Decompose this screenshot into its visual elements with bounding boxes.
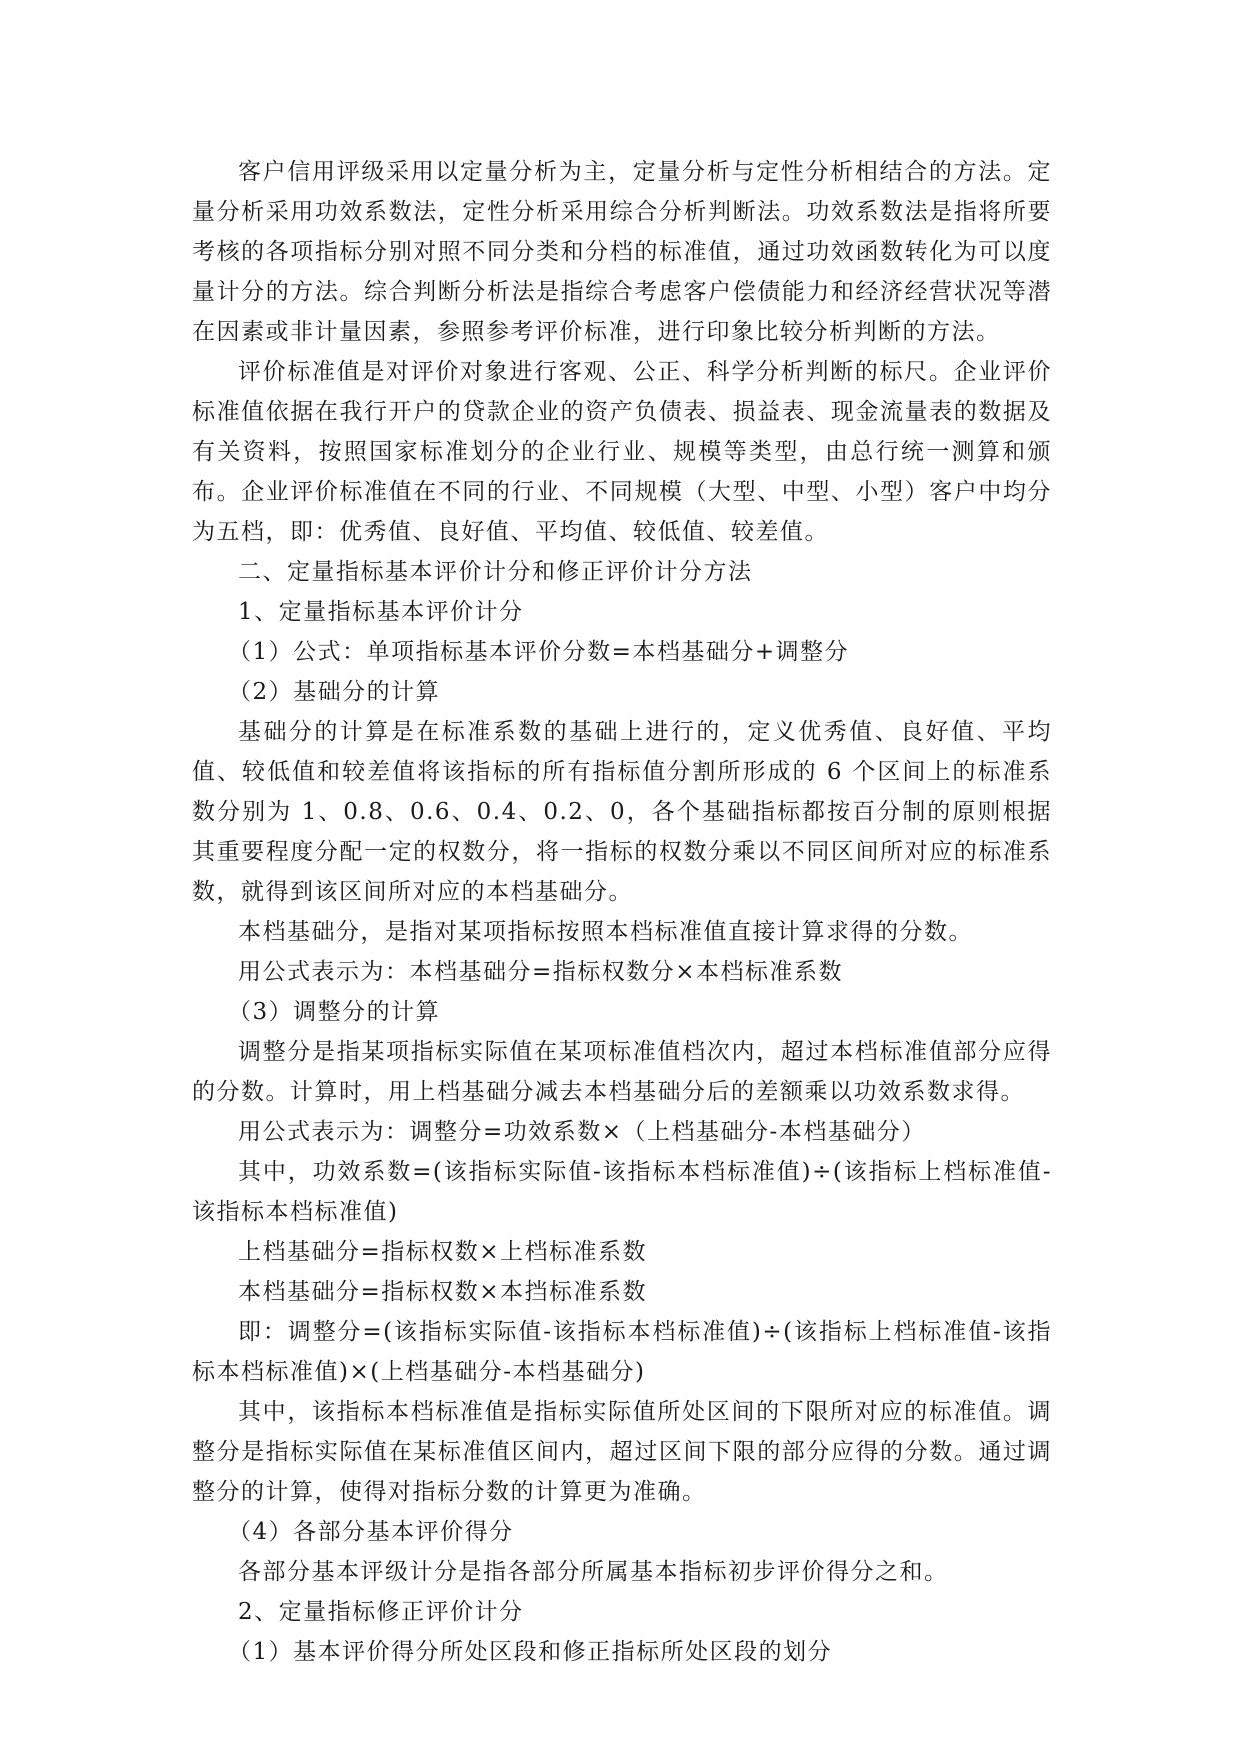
formula-adjustment-expanded: 即：调整分=(该指标实际值-该指标本档标准值)÷(该指标上档标准值-该指标本档标准值)×(上档基础分-本档基础分) (192, 1319, 1052, 1385)
formula-current-base-score: 本档基础分=指标权数×本挡标准系数 (238, 1279, 648, 1305)
subsection-heading-basic-scoring: 1、定量指标基本评价计分 (238, 599, 524, 625)
paragraph-base-score-definition: 本档基础分，是指对某项指标按照本档标准值直接计算求得的分数。 (238, 919, 973, 945)
paragraph-standard-values: 评价标准值是对评价对象进行客观、公正、科学分析判断的标尺。企业评价标准值依据在我行开户的贷款企业的资产负债表、损益表、现金流量表的数据及有关资料，按照国家标准划分的企业行业、规模等类型，由总行统一测算和颁布。企业评价标准值在不同的行业、不同规模（大型、中型、小型）客户中均分为五档，即：优秀值、良好值、平均值、较低值、较差值。 (192, 359, 1052, 545)
formula-base-score: 用公式表示为：本档基础分=指标权数分×本档标准系数 (238, 959, 844, 985)
paragraph-adjustment: 调整分是指某项指标实际值在某项标准值档次内，超过本档标准值部分应得的分数。计算时，用上档基础分减去本档基础分后的差额乘以功效系数求得。 (192, 1039, 1052, 1105)
subsection-heading-corrected-scoring: 2、定量指标修正评价计分 (238, 1599, 524, 1625)
item-formula: （1）公式：单项指标基本评价分数=本档基础分+调整分 (228, 639, 850, 665)
item-base-score-heading: （2）基础分的计算 (228, 679, 441, 705)
item-segment-division: （1）基本评价得分所处区段和修正指标所处区段的划分 (228, 1639, 833, 1665)
formula-adjustment: 用公式表示为：调整分=功效系数×（上档基础分-本档基础分） (238, 1119, 926, 1145)
formula-efficacy-coefficient: 其中，功效系数=(该指标实际值-该指标本档标准值)÷(该指标上档标准值-该指标本档标准值) (192, 1159, 1052, 1225)
paragraph-base-score: 基础分的计算是在标准系数的基础上进行的，定义优秀值、良好值、平均值、较低值和较差值将该指标的所有指标值分割所形成的 6 个区间上的标准系数分别为 1、0.8、0.6、0.4、0.2、0，各个基础指标都按百分制的原则根据其重要程度分配一定的权数分，将一指标的权数分乘以不同区间所对应的标准系数，就得到该区间所对应的本档基础分。 (192, 719, 1052, 905)
item-section-score-heading: （4）各部分基本评价得分 (228, 1519, 514, 1545)
item-adjustment-heading: （3）调整分的计算 (228, 999, 441, 1025)
paragraph-section-score: 各部分基本评级计分是指各部分所属基本指标初步评价得分之和。 (238, 1559, 949, 1585)
formula-upper-base-score: 上档基础分=指标权数×上档标准系数 (238, 1239, 648, 1265)
paragraph-rating-method: 客户信用评级采用以定量分析为主，定量分析与定性分析相结合的方法。定量分析采用功效系数法，定性分析采用综合分析判断法。功效系数法是指将所要考核的各项指标分别对照不同分类和分档的标准值，通过功效函数转化为可以度量计分的方法。综合判断分析法是指综合考虑客户偿债能力和经济经营状况等潜在因素或非计量因素，参照参考评价标准，进行印象比较分析判断的方法。 (192, 159, 1052, 345)
paragraph-adjustment-explanation: 其中，该指标本档标准值是指标实际值所处区间的下限所对应的标准值。调整分是指标实际值在某标准值区间内，超过区间下限的部分应得的分数。通过调整分的计算，使得对指标分数的计算更为准确。 (192, 1399, 1052, 1505)
document-body (192, 152, 1052, 1672)
section-heading-quantitative-scoring: 二、定量指标基本评价计分和修正评价计分方法 (238, 559, 753, 585)
